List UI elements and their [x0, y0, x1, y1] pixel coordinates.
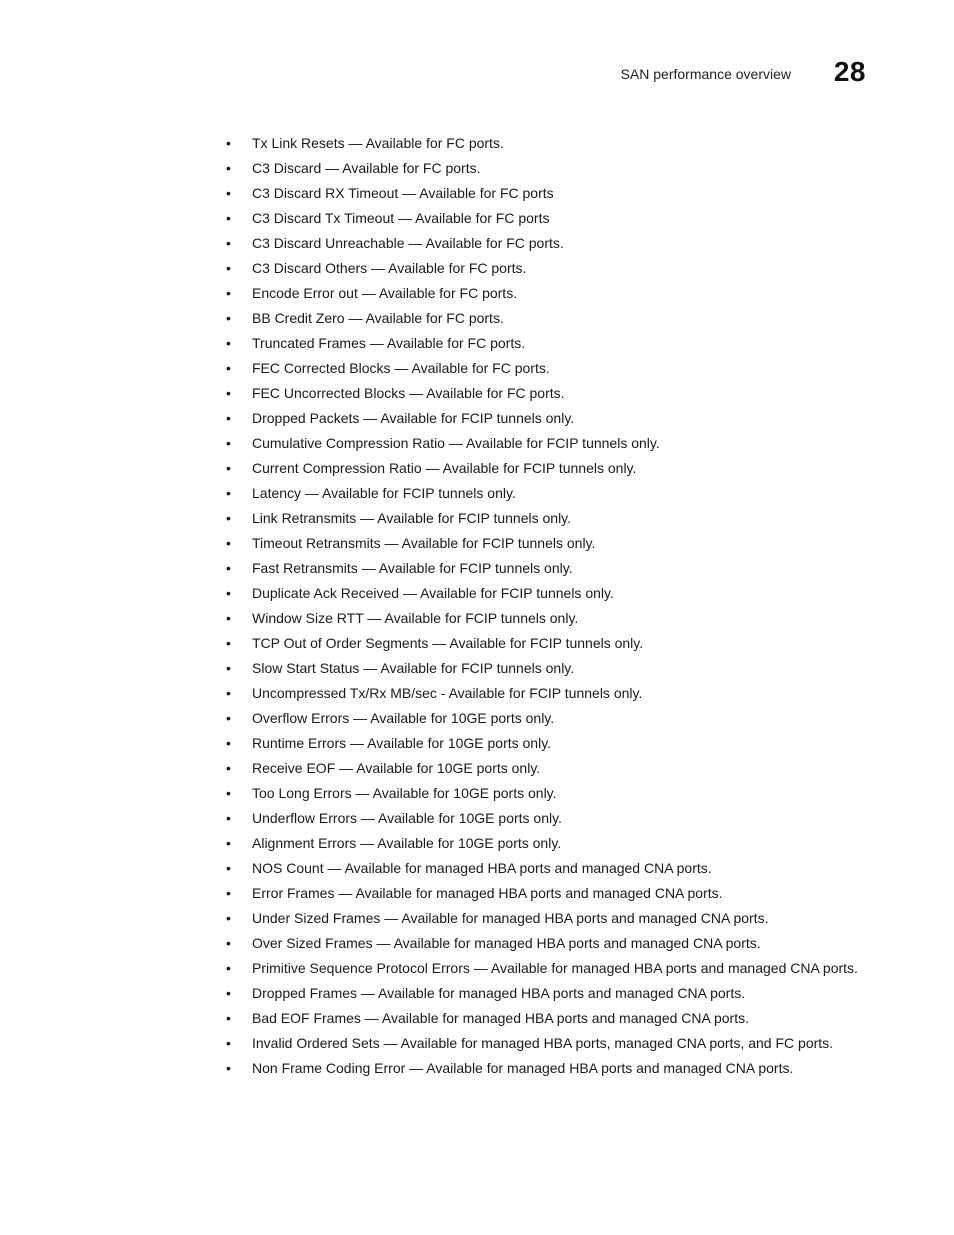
- list-item: [226, 384, 866, 403]
- bullet-icon: •: [226, 585, 231, 601]
- bullet-icon: •: [226, 435, 231, 451]
- bullet-icon: •: [226, 635, 231, 651]
- list-item: [226, 909, 866, 928]
- list-item: [226, 934, 866, 953]
- list-item-text: Link Retransmits — Available for FCIP tunnels only.: [252, 510, 572, 526]
- list-item: [226, 659, 866, 678]
- list-item-text: Too Long Errors — Available for 10GE ports only.: [252, 785, 557, 801]
- bullet-icon: •: [226, 560, 231, 576]
- list-item: [226, 409, 866, 428]
- list-item: [226, 459, 866, 478]
- list-item-text: Over Sized Frames — Available for managed HBA ports and managed CNA ports.: [252, 935, 761, 951]
- list-item-text: Encode Error out — Available for FC ports.: [252, 285, 518, 301]
- bullet-icon: •: [226, 385, 231, 401]
- list-item-text: Underflow Errors — Available for 10GE ports only.: [252, 810, 562, 826]
- bullet-icon: •: [226, 935, 231, 951]
- metrics-bullet-list: [226, 134, 866, 1084]
- list-item-text: BB Credit Zero — Available for FC ports.: [252, 310, 504, 326]
- list-item: [226, 734, 866, 753]
- list-item-text: Receive EOF — Available for 10GE ports only.: [252, 760, 541, 776]
- list-item: [226, 159, 866, 178]
- list-item: [226, 234, 866, 253]
- list-item: [226, 534, 866, 553]
- list-item: [226, 309, 866, 328]
- list-item: [226, 559, 866, 578]
- bullet-icon: •: [226, 360, 231, 376]
- bullet-icon: •: [226, 785, 231, 801]
- list-item: [226, 184, 866, 203]
- list-item: [226, 1059, 866, 1078]
- list-item: [226, 884, 866, 903]
- bullet-icon: •: [226, 285, 231, 301]
- list-item-text: Window Size RTT — Available for FCIP tunnels only.: [252, 610, 579, 626]
- list-item: [226, 609, 866, 628]
- bullet-icon: •: [226, 410, 231, 426]
- list-item-text: Truncated Frames — Available for FC ports.: [252, 335, 526, 351]
- list-item-text: C3 Discard — Available for FC ports.: [252, 160, 481, 176]
- bullet-icon: •: [226, 710, 231, 726]
- list-item: [226, 634, 866, 653]
- list-item: [226, 509, 866, 528]
- bullet-icon: •: [226, 810, 231, 826]
- list-item: [226, 759, 866, 778]
- bullet-icon: •: [226, 885, 231, 901]
- list-item: [226, 484, 866, 503]
- list-item: [226, 959, 866, 978]
- list-item-text: C3 Discard Tx Timeout — Available for FC ports: [252, 210, 550, 226]
- bullet-icon: •: [226, 485, 231, 501]
- list-item-text: Runtime Errors — Available for 10GE ports only.: [252, 735, 552, 751]
- list-item: [226, 209, 866, 228]
- list-item: [226, 334, 866, 353]
- bullet-icon: •: [226, 610, 231, 626]
- bullet-icon: •: [226, 685, 231, 701]
- bullet-icon: •: [226, 910, 231, 926]
- bullet-icon: •: [226, 260, 231, 276]
- list-item-text: Tx Link Resets — Available for FC ports.: [252, 135, 504, 151]
- bullet-icon: •: [226, 860, 231, 876]
- list-item-text: Primitive Sequence Protocol Errors — Available for managed HBA ports and managed CNA ports.: [252, 960, 858, 976]
- list-item-text: Cumulative Compression Ratio — Available for FCIP tunnels only.: [252, 435, 660, 451]
- list-item: [226, 134, 866, 153]
- bullet-icon: •: [226, 985, 231, 1001]
- bullet-icon: •: [226, 960, 231, 976]
- list-item-text: Non Frame Coding Error — Available for managed HBA ports and managed CNA ports.: [252, 1060, 794, 1076]
- list-item-text: Under Sized Frames — Available for managed HBA ports and managed CNA ports.: [252, 910, 769, 926]
- list-item-text: Slow Start Status — Available for FCIP tunnels only.: [252, 660, 575, 676]
- list-item-text: Timeout Retransmits — Available for FCIP tunnels only.: [252, 535, 596, 551]
- list-item: [226, 284, 866, 303]
- list-item-text: C3 Discard Others — Available for FC ports.: [252, 260, 527, 276]
- bullet-icon: •: [226, 760, 231, 776]
- bullet-icon: •: [226, 210, 231, 226]
- list-item: [226, 834, 866, 853]
- list-item: [226, 259, 866, 278]
- list-item-text: FEC Uncorrected Blocks — Available for FC ports.: [252, 385, 565, 401]
- list-item: [226, 1009, 866, 1028]
- list-item-text: Bad EOF Frames — Available for managed HBA ports and managed CNA ports.: [252, 1010, 749, 1026]
- list-item: [226, 809, 866, 828]
- list-item-text: Dropped Frames — Available for managed HBA ports and managed CNA ports.: [252, 985, 746, 1001]
- bullet-icon: •: [226, 235, 231, 251]
- list-item: [226, 434, 866, 453]
- page-header: [0, 56, 954, 96]
- bullet-icon: •: [226, 660, 231, 676]
- list-item: [226, 984, 866, 1003]
- list-item-text: Current Compression Ratio — Available for FCIP tunnels only.: [252, 460, 637, 476]
- list-item-text: Duplicate Ack Received — Available for FCIP tunnels only.: [252, 585, 614, 601]
- list-item: [226, 1034, 866, 1053]
- list-item-text: NOS Count — Available for managed HBA ports and managed CNA ports.: [252, 860, 712, 876]
- bullet-icon: •: [226, 1060, 231, 1076]
- list-item-text: C3 Discard RX Timeout — Available for FC ports: [252, 185, 554, 201]
- chapter-number: 28: [833, 56, 866, 87]
- section-title: SAN performance overview: [620, 66, 791, 82]
- list-item-text: Fast Retransmits — Available for FCIP tunnels only.: [252, 560, 573, 576]
- list-item: [226, 584, 866, 603]
- list-item-text: TCP Out of Order Segments — Available for FCIP tunnels only.: [252, 635, 644, 651]
- list-item: [226, 359, 866, 378]
- list-item: [226, 784, 866, 803]
- list-item-text: Invalid Ordered Sets — Available for managed HBA ports, managed CNA ports, and FC ports.: [252, 1035, 834, 1051]
- list-item-text: FEC Corrected Blocks — Available for FC ports.: [252, 360, 550, 376]
- bullet-icon: •: [226, 1010, 231, 1026]
- list-item-text: Dropped Packets — Available for FCIP tunnels only.: [252, 410, 575, 426]
- list-item-text: Overflow Errors — Available for 10GE ports only.: [252, 710, 555, 726]
- bullet-icon: •: [226, 135, 231, 151]
- bullet-icon: •: [226, 510, 231, 526]
- list-item-text: Uncompressed Tx/Rx MB/sec - Available for FCIP tunnels only.: [252, 685, 643, 701]
- list-item-text: Error Frames — Available for managed HBA ports and managed CNA ports.: [252, 885, 723, 901]
- list-item: [226, 709, 866, 728]
- bullet-icon: •: [226, 460, 231, 476]
- list-item: [226, 859, 866, 878]
- bullet-icon: •: [226, 535, 231, 551]
- bullet-icon: •: [226, 310, 231, 326]
- bullet-icon: •: [226, 335, 231, 351]
- bullet-icon: •: [226, 735, 231, 751]
- bullet-icon: •: [226, 185, 231, 201]
- bullet-icon: •: [226, 1035, 231, 1051]
- list-item-text: Latency — Available for FCIP tunnels only.: [252, 485, 516, 501]
- bullet-icon: •: [226, 160, 231, 176]
- list-item-text: C3 Discard Unreachable — Available for FC ports.: [252, 235, 564, 251]
- bullet-icon: •: [226, 835, 231, 851]
- list-item: [226, 684, 866, 703]
- list-item-text: Alignment Errors — Available for 10GE ports only.: [252, 835, 562, 851]
